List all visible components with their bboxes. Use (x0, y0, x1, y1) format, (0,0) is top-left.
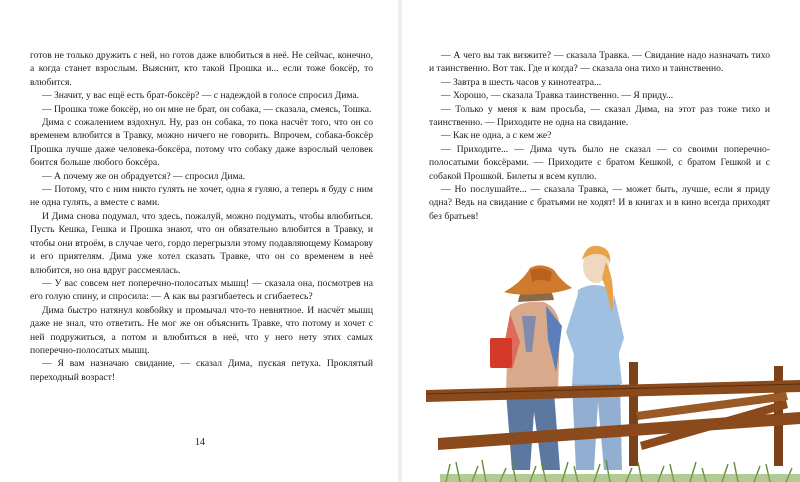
paragraph: — Хорошо, — сказала Травка таинственно. — Я приду... (441, 90, 674, 102)
right-page (400, 0, 800, 482)
paragraph: — Завтра в шесть часов у кинотеатра... (441, 76, 602, 88)
paragraph: Дима быстро натянул ковбойку и промычал что-то невнятное. И насчёт мышц даже не знал, что ответить. Не мог же он объяснить Травке, что потому и хочет с ней подружиться, а потом и влюбиться в неё, что у него нету этих самых поперечно-полосатых мышц. (30, 304, 373, 356)
paragraph: — Я вам назначаю свидание, — сказал Дима, пуская петуха. Проклятый переходный возраст! (30, 358, 373, 383)
illustration-drawing (426, 242, 800, 482)
paragraph: — Приходите... — Дима чуть было не сказал — со своими поперечно-полосатыми боксёрами. — Приходите с братом Кешкой, с братом Гешкой и с собакой Прошкой. Билеты я всем куплю. (429, 143, 770, 182)
paragraph: Дима с сожалением вздохнул. Ну, раз он собака, то пока насчёт того, что он со временем влюбится в Травку, можно ничего не говорить. Впрочем, собака-боксёр Прошка лучше даже человека-боксёра, потому что собаку даже взрослый человек боится больше любого боксёра. (30, 117, 373, 169)
illustration-children-at-fence (426, 242, 800, 482)
paragraph: — Прошка тоже боксёр, но он мне не брат, он собака, — сказала, смеясь, Тошка. (42, 103, 372, 115)
paragraph: — А почему же он обрадуется? — спросил Дима. (42, 170, 246, 182)
paragraph: — Значит, у вас ещё есть брат-боксёр? — с надеждой в голосе спросил Дима. (42, 90, 360, 102)
page-number: 14 (195, 437, 205, 448)
paragraph: готов не только дружить с ней, но готов даже влюбиться в неё. Не сейчас, конечно, а когда станет взрослым. Выяснит, кто такой Прошка и... если тоже боксёр, то влюбится. (30, 50, 373, 88)
paragraph: — Потому, что с ним никто гулять не хочет, одна я гуляю, а теперь я буду с ним не одна гулять, а вместе с вами. (30, 184, 373, 209)
paragraph: — А чего вы так визжите? — сказала Травка. — Свидание надо назначать тихо и таинственно. Вот так. Где и когда? — сказала она тихо и таинственно. (429, 50, 770, 75)
left-page-text (30, 49, 373, 384)
paragraph: И Дима снова подумал, что здесь, пожалуй, можно подумать, чтобы влюбиться. Пусть Кешка, Гешка и Прошка знают, что он обязательно влюбится в Травку, и чтобы они втроём, в случае чего, гордо перегрызли этому подавляющему Комарову и его приятелям. Дима уже хотел сказать Травке, что он со временем в неё влюбится, но она вдруг рассмеялась. (30, 210, 373, 276)
paragraph: — Только у меня к вам просьба, — сказал Дима, на этот раз тоже тихо и таинственно. — Приходите не одна на свидание. (429, 103, 770, 129)
paragraph: — Как не одна, а с кем же? (441, 130, 552, 142)
paragraph: — Но послушайте... — сказала Травка, — может быть, лучше, если я приду одна? Ведь на свидание с братьями не ходят! И в книгах и в кино всегда приходят без братьев! (429, 184, 770, 222)
right-page-text (429, 49, 770, 223)
paragraph: — У вас совсем нет поперечно-полосатых мышц! — сказала она, посмотрев на его голую спину, и спросила: — А как вы разгибаетесь и сгибаетесь? (30, 277, 373, 303)
book-icon (490, 338, 512, 368)
